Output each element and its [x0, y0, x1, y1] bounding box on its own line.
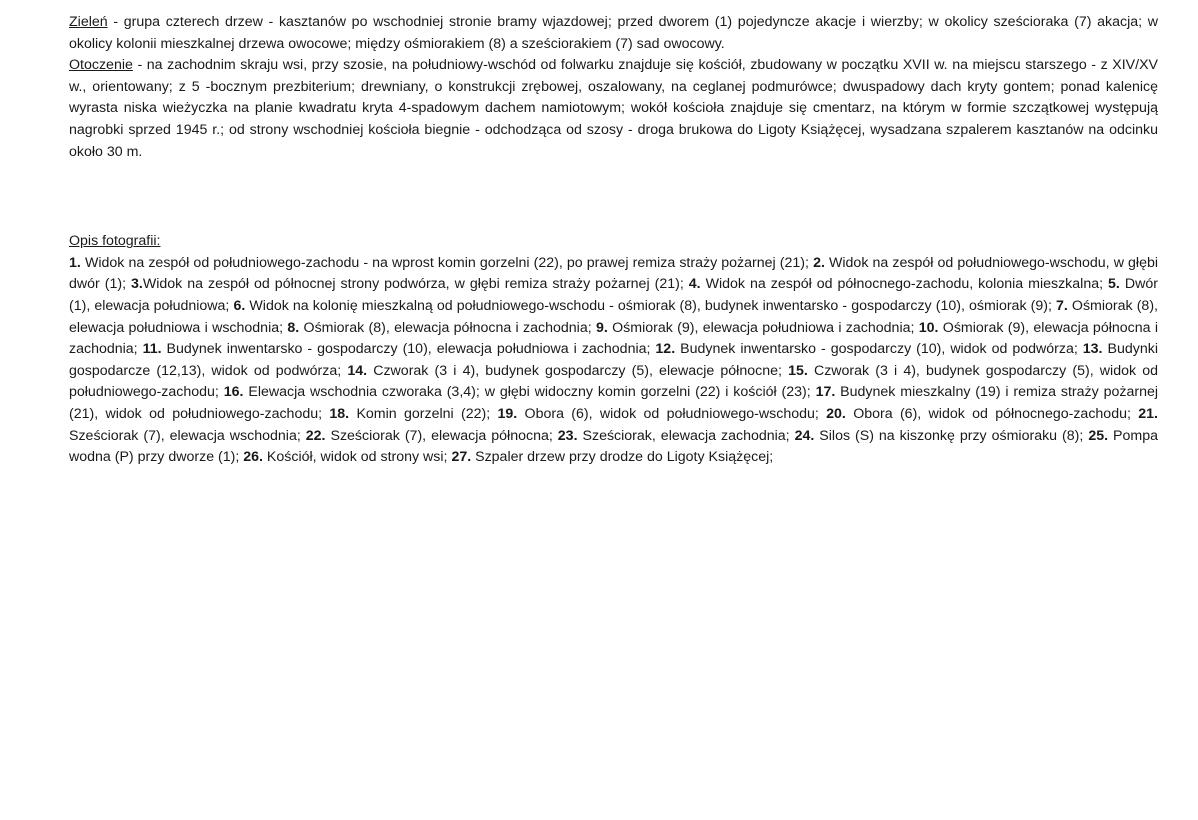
spacer: [69, 163, 1158, 231]
photo-description: Sześciorak, elewacja zachodnia;: [577, 427, 795, 444]
otoczenie-text: - na zachodnim skraju wsi, przy szosie, na południowy-wschód od folwarku znajduje się kościół, zbudowany w początku XVII w. na miejscu starszego - z XIV/XV w., orientowany; z 5 -bocznym prezbiterium; drewniany, o konstrukcji zrębowej, oszalowany, na ceglanej podmurówce; dwuspadowy dach kryty gontem; ponad kalenicę wyrasta niska wieżyczka na planie kwadratu kryta 4-spadowym dachem namiotowym; wokół kościoła znajduje się cmentarz, na którym w formie szczątkowej występują nagrobki sprzed 1945 r.; od strony wschodniej kościoła biegnie - odchodząca od szosy - droga brukowa do Ligoty Książęcej, wysadzana szpalerem kasztanów na odcinku około 30 m.: [69, 57, 1158, 160]
photo-number: 21.: [1138, 405, 1158, 422]
photo-description: Widok na zespół od południowego-zachodu - na wprost komin gorzelni (22), po prawej remiza straży pożarnej (21);: [80, 254, 814, 271]
photo-description: Pompa wodna (P) przy dworze (1);: [69, 427, 1158, 466]
photo-description: Widok na kolonię mieszkalną od południowego-wschodu - ośmiorak (8), budynek inwentarsko - gospodarczy (10), ośmiorak (9);: [245, 297, 1056, 314]
photo-number: 13.: [1082, 341, 1103, 358]
photo-description: Budynek mieszkalny (19) i remiza straży pożarnej (21), widok od południowego-zachodu;: [69, 384, 1159, 422]
photo-description: Obora (6), widok od południowego-wschodu;: [517, 405, 827, 422]
photo-number: 2.: [813, 254, 825, 271]
photo-number: 5.: [1108, 276, 1120, 293]
photo-number: 16.: [223, 384, 244, 401]
photo-description: Czworak (3 i 4), budynek gospodarczy (5), widok od południowego-zachodu;: [69, 362, 1158, 401]
opis-heading: Opis fotografii:: [69, 233, 161, 250]
photo-number: 24.: [794, 427, 815, 444]
photo-number: 20.: [826, 405, 846, 422]
photo-number: 6.: [233, 297, 246, 314]
photo-number: 3.: [131, 276, 143, 293]
photo-description: Elewacja wschodnia czworaka (3,4); w głębi widoczny komin gorzelni (22) i kościół (23);: [243, 384, 816, 401]
photo-description: Widok na zespół od południowego-wschodu, w głębi dwór (1);: [69, 254, 1159, 293]
photo-number: 22.: [305, 427, 326, 444]
photo-description: Sześciorak (7), elewacja wschodnia;: [69, 427, 306, 444]
opis-paragraph-heading: [69, 231, 1158, 253]
photo-number: 9.: [595, 319, 608, 336]
photo-number: 11.: [142, 341, 162, 358]
photo-number: 8.: [287, 319, 300, 336]
photo-description: Kościół, widok od strony wsi;: [262, 449, 452, 466]
photo-number: 10.: [918, 319, 939, 336]
photo-description: Komin gorzelni (22);: [349, 405, 498, 422]
otoczenie-paragraph: [69, 55, 1158, 163]
photo-number: 14.: [347, 362, 368, 379]
photo-number: 15.: [788, 362, 808, 379]
photo-description: Widok na zespół od północnego-zachodu, kolonia mieszkalna;: [700, 276, 1109, 293]
photo-description: Sześciorak (7), elewacja północna;: [325, 427, 558, 444]
zielen-text: - grupa czterech drzew - kasztanów po wschodniej stronie bramy wjazdowej; przed dworem (1) pojedyncze akacje i wierzby; w okolicy sześcioraka (7) akacja; w okolicy kolonii mieszkalnej drzewa owocowe; między ośmiorakiem (8) a sześciorakiem (7) sad owocowy.: [69, 14, 1158, 52]
photo-number: 19.: [497, 405, 518, 422]
photo-number: 12.: [655, 341, 676, 358]
otoczenie-label: Otoczenie: [69, 57, 133, 74]
photo-description: Czworak (3 i 4), budynek gospodarczy (5), elewacje północne;: [367, 362, 789, 379]
photo-description: Obora (6), widok od północnego-zachodu;: [845, 405, 1139, 422]
photo-number: 4.: [688, 276, 701, 293]
zielen-label: Zieleń: [69, 14, 108, 30]
zielen-paragraph: [69, 12, 1158, 55]
photo-number: 1.: [69, 254, 81, 271]
photo-number: 7.: [1056, 297, 1068, 314]
photo-description: Budynki gospodarcze (12,13), widok od podwórza;: [69, 341, 1158, 379]
photo-number: 23.: [557, 427, 578, 444]
photo-description: Ośmiorak (9), elewacja południowa i zachodnia;: [607, 319, 919, 336]
photo-number: 26.: [243, 449, 263, 466]
photo-description: Ośmiorak (8), elewacja północna i zachodnia;: [299, 319, 596, 336]
photo-description: Ośmiorak (8), elewacja południowa i wschodnia;: [69, 297, 1158, 336]
photo-number: 25.: [1088, 427, 1109, 444]
photo-description: Silos (S) na kiszonkę przy ośmioraku (8);: [814, 427, 1089, 444]
photo-description: Widok na zespół od północnej strony podwórza, w głębi remiza straży pożarnej (21);: [142, 276, 689, 293]
photo-description: Budynek inwentarsko - gospodarczy (10), widok od podwórza;: [675, 341, 1083, 358]
photo-number: 18.: [329, 405, 350, 422]
photo-description: Dwór (1), elewacja południowa;: [69, 276, 1158, 314]
photo-descriptions-paragraph: [69, 253, 1158, 469]
photo-description: Ośmiorak (9), elewacja północna i zachodnia;: [69, 319, 1158, 358]
photo-number: 17.: [815, 384, 836, 401]
photo-number: 27.: [451, 449, 472, 466]
photo-description: Budynek inwentarsko - gospodarczy (10), elewacja południowa i zachodnia;: [161, 341, 656, 358]
photo-description: Szpaler drzew przy drodze do Ligoty Książęcej;: [471, 449, 774, 466]
